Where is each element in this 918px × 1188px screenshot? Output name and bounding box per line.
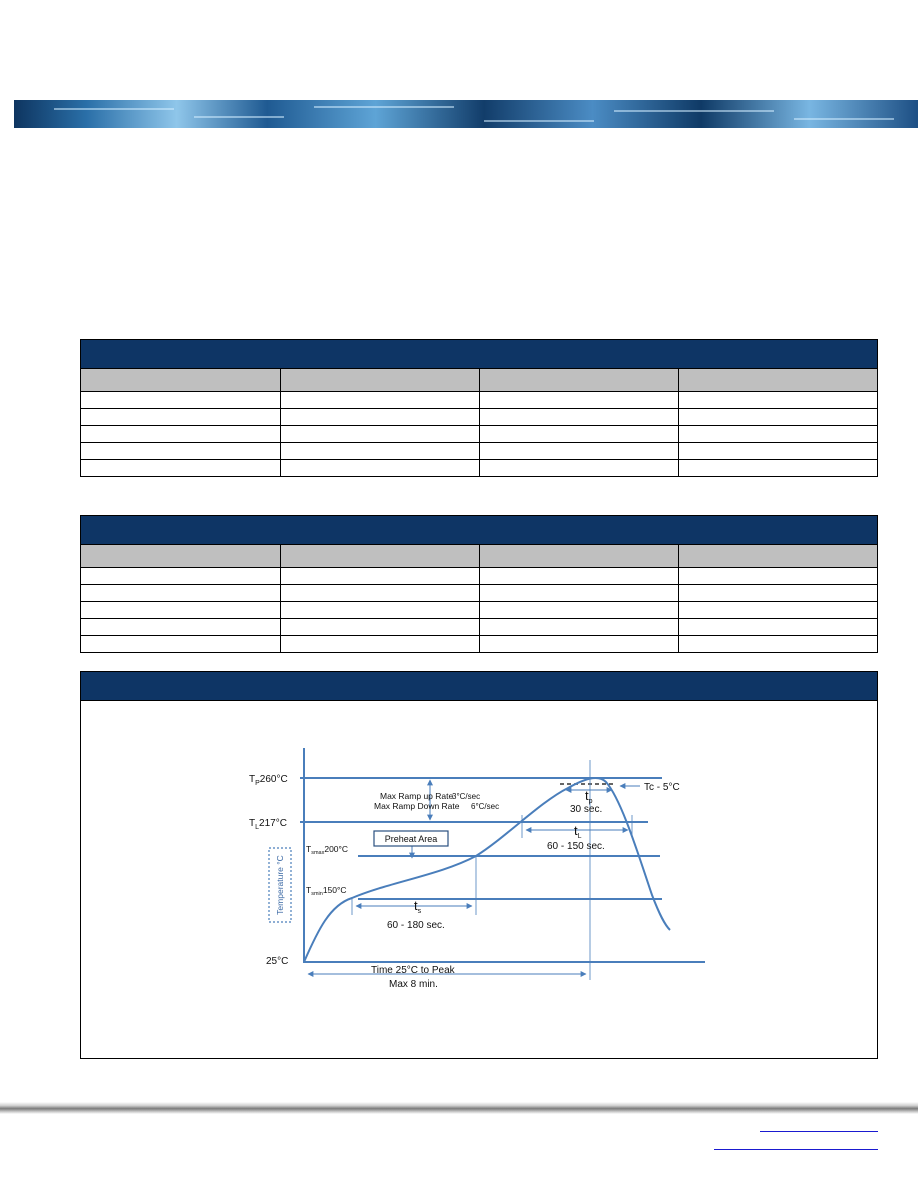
y-axis-label: Temperature °C [275,855,285,915]
preheat-label: Preheat Area [384,834,438,844]
tsmax-label: $T_{smax}200^\circ C$ [306,844,349,856]
ramp-down-value: 6°C/sec [471,802,500,811]
tl-time-label: $t_L$ [574,823,582,840]
tp-time-value: 30 sec. [570,804,603,815]
footer-link-2[interactable] [714,1149,878,1150]
ts-time-label: $t_s$ [414,898,422,915]
ramp-up-label: Max Ramp up Rate [380,791,454,801]
tp-label: $T_P260^\circ C$ [249,774,288,787]
tl-time-value: 60 - 150 sec. [547,841,605,852]
tl-label: $T_L217^\circ C$ [249,818,287,831]
t25-label: 25°C [266,956,289,967]
footer-rule [0,1102,918,1114]
tc-label: Tc - 5°C [644,782,680,793]
ramp-up-value: 3°C/sec [452,792,481,801]
tp-time-label: $t_p$ [585,788,593,805]
tsmin-label: $T_{smin}150^\circ C$ [306,885,347,897]
time-to-peak-label: Time 25°C to Peak [371,965,455,976]
footer-link-1[interactable] [760,1131,878,1132]
time-to-peak-max: Max 8 min. [389,979,438,990]
ts-time-value: 60 - 180 sec. [387,920,445,931]
ramp-down-label: Max Ramp Down Rate [374,801,460,811]
